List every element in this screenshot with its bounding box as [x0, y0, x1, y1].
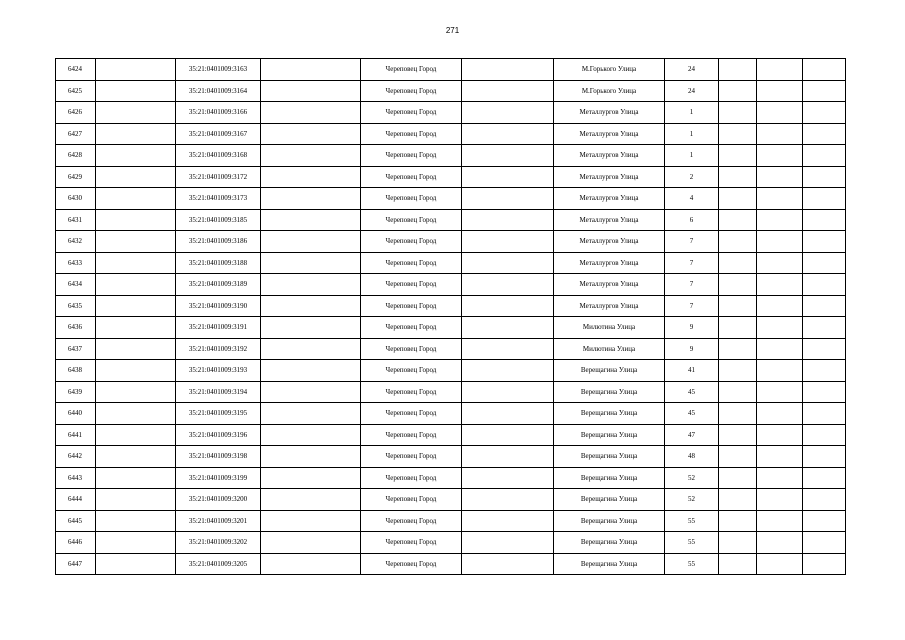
settlement: Череповец Город [361, 424, 462, 446]
blank-cell [757, 231, 803, 253]
blank-cell [803, 424, 846, 446]
blank-cell [462, 424, 554, 446]
row-number: 6430 [56, 188, 96, 210]
street: Металлургов Улица [554, 209, 665, 231]
row-number: 6445 [56, 510, 96, 532]
settlement: Череповец Город [361, 209, 462, 231]
cadastral-number: 35:21:0401009:3192 [176, 338, 261, 360]
blank-cell [803, 231, 846, 253]
street: Металлургов Улица [554, 145, 665, 167]
settlement: Череповец Город [361, 80, 462, 102]
blank-cell [96, 188, 176, 210]
blank-cell [462, 489, 554, 511]
row-number: 6444 [56, 489, 96, 511]
row-number: 6435 [56, 295, 96, 317]
house-number: 1 [665, 102, 719, 124]
street: Верещагина Улица [554, 381, 665, 403]
house-number: 7 [665, 274, 719, 296]
table-row [56, 532, 846, 554]
table-row [56, 209, 846, 231]
street: Металлургов Улица [554, 123, 665, 145]
blank-cell [462, 553, 554, 575]
street: Металлургов Улица [554, 252, 665, 274]
blank-cell [757, 252, 803, 274]
house-number: 45 [665, 403, 719, 425]
street: Верещагина Улица [554, 553, 665, 575]
table-row [56, 467, 846, 489]
blank-cell [719, 80, 757, 102]
table-row [56, 317, 846, 339]
blank-cell [803, 102, 846, 124]
blank-cell [96, 209, 176, 231]
blank-cell [757, 188, 803, 210]
blank-cell [462, 80, 554, 102]
street: М.Горького Улица [554, 80, 665, 102]
house-number: 1 [665, 145, 719, 167]
row-number: 6436 [56, 317, 96, 339]
cadastral-number: 35:21:0401009:3166 [176, 102, 261, 124]
blank-cell [757, 360, 803, 382]
street: Верещагина Улица [554, 403, 665, 425]
blank-cell [803, 553, 846, 575]
table-row [56, 145, 846, 167]
blank-cell [719, 209, 757, 231]
street: Верещагина Улица [554, 424, 665, 446]
settlement: Череповец Город [361, 231, 462, 253]
blank-cell [96, 424, 176, 446]
street: Металлургов Улица [554, 274, 665, 296]
register-table-body [56, 59, 846, 575]
blank-cell [757, 295, 803, 317]
settlement: Череповец Город [361, 532, 462, 554]
house-number: 47 [665, 424, 719, 446]
blank-cell [719, 360, 757, 382]
settlement: Череповец Город [361, 188, 462, 210]
blank-cell [96, 166, 176, 188]
blank-cell [719, 381, 757, 403]
settlement: Череповец Город [361, 489, 462, 511]
row-number: 6428 [56, 145, 96, 167]
blank-cell [757, 102, 803, 124]
blank-cell [719, 231, 757, 253]
blank-cell [462, 123, 554, 145]
blank-cell [803, 80, 846, 102]
blank-cell [803, 360, 846, 382]
blank-cell [803, 381, 846, 403]
blank-cell [803, 59, 846, 81]
table-row [56, 188, 846, 210]
house-number: 24 [665, 80, 719, 102]
blank-cell [803, 295, 846, 317]
settlement: Череповец Город [361, 510, 462, 532]
settlement: Череповец Город [361, 295, 462, 317]
blank-cell [803, 338, 846, 360]
blank-cell [719, 424, 757, 446]
blank-cell [261, 59, 361, 81]
house-number: 7 [665, 252, 719, 274]
table-row [56, 403, 846, 425]
house-number: 9 [665, 317, 719, 339]
blank-cell [719, 274, 757, 296]
blank-cell [462, 403, 554, 425]
table-row [56, 252, 846, 274]
cadastral-number: 35:21:0401009:3199 [176, 467, 261, 489]
street: М.Горького Улица [554, 59, 665, 81]
blank-cell [96, 381, 176, 403]
blank-cell [261, 166, 361, 188]
blank-cell [757, 467, 803, 489]
street: Верещагина Улица [554, 446, 665, 468]
cadastral-number: 35:21:0401009:3190 [176, 295, 261, 317]
house-number: 55 [665, 510, 719, 532]
table-row [56, 274, 846, 296]
blank-cell [96, 231, 176, 253]
blank-cell [757, 532, 803, 554]
street: Металлургов Улица [554, 295, 665, 317]
blank-cell [96, 80, 176, 102]
blank-cell [757, 489, 803, 511]
cadastral-number: 35:21:0401009:3173 [176, 188, 261, 210]
blank-cell [803, 317, 846, 339]
settlement: Череповец Город [361, 553, 462, 575]
table-row [56, 80, 846, 102]
blank-cell [719, 59, 757, 81]
table-row [56, 166, 846, 188]
blank-cell [96, 338, 176, 360]
blank-cell [96, 145, 176, 167]
blank-cell [757, 338, 803, 360]
row-number: 6439 [56, 381, 96, 403]
table-row [56, 553, 846, 575]
row-number: 6434 [56, 274, 96, 296]
blank-cell [719, 532, 757, 554]
cadastral-number: 35:21:0401009:3167 [176, 123, 261, 145]
blank-cell [462, 510, 554, 532]
blank-cell [96, 553, 176, 575]
blank-cell [757, 59, 803, 81]
street: Верещагина Улица [554, 510, 665, 532]
blank-cell [96, 123, 176, 145]
blank-cell [757, 209, 803, 231]
house-number: 48 [665, 446, 719, 468]
house-number: 9 [665, 338, 719, 360]
blank-cell [261, 274, 361, 296]
street: Металлургов Улица [554, 166, 665, 188]
blank-cell [719, 467, 757, 489]
blank-cell [803, 489, 846, 511]
blank-cell [261, 209, 361, 231]
blank-cell [261, 295, 361, 317]
blank-cell [462, 295, 554, 317]
blank-cell [803, 274, 846, 296]
blank-cell [462, 209, 554, 231]
house-number: 6 [665, 209, 719, 231]
blank-cell [719, 295, 757, 317]
blank-cell [803, 252, 846, 274]
blank-cell [462, 360, 554, 382]
blank-cell [462, 338, 554, 360]
blank-cell [462, 317, 554, 339]
blank-cell [757, 424, 803, 446]
street: Милютина Улица [554, 317, 665, 339]
cadastral-number: 35:21:0401009:3205 [176, 553, 261, 575]
blank-cell [261, 446, 361, 468]
settlement: Череповец Город [361, 467, 462, 489]
blank-cell [803, 188, 846, 210]
settlement: Череповец Город [361, 317, 462, 339]
table-row [56, 446, 846, 468]
settlement: Череповец Город [361, 145, 462, 167]
blank-cell [757, 553, 803, 575]
table-row [56, 59, 846, 81]
blank-cell [462, 188, 554, 210]
blank-cell [96, 317, 176, 339]
blank-cell [719, 489, 757, 511]
cadastral-number: 35:21:0401009:3191 [176, 317, 261, 339]
house-number: 41 [665, 360, 719, 382]
row-number: 6425 [56, 80, 96, 102]
blank-cell [803, 467, 846, 489]
settlement: Череповец Город [361, 446, 462, 468]
blank-cell [96, 102, 176, 124]
blank-cell [261, 424, 361, 446]
house-number: 52 [665, 489, 719, 511]
blank-cell [96, 295, 176, 317]
cadastral-number: 35:21:0401009:3196 [176, 424, 261, 446]
cadastral-number: 35:21:0401009:3172 [176, 166, 261, 188]
house-number: 7 [665, 295, 719, 317]
blank-cell [719, 145, 757, 167]
blank-cell [96, 446, 176, 468]
blank-cell [803, 145, 846, 167]
row-number: 6432 [56, 231, 96, 253]
cadastral-number: 35:21:0401009:3185 [176, 209, 261, 231]
blank-cell [757, 403, 803, 425]
blank-cell [261, 360, 361, 382]
house-number: 45 [665, 381, 719, 403]
table-row [56, 102, 846, 124]
street: Металлургов Улица [554, 188, 665, 210]
house-number: 52 [665, 467, 719, 489]
blank-cell [261, 123, 361, 145]
blank-cell [757, 80, 803, 102]
blank-cell [261, 532, 361, 554]
table-row [56, 338, 846, 360]
blank-cell [462, 102, 554, 124]
table-row [56, 123, 846, 145]
blank-cell [96, 532, 176, 554]
blank-cell [757, 446, 803, 468]
table-row [56, 424, 846, 446]
blank-cell [261, 252, 361, 274]
blank-cell [96, 252, 176, 274]
cadastral-number: 35:21:0401009:3194 [176, 381, 261, 403]
row-number: 6442 [56, 446, 96, 468]
blank-cell [803, 510, 846, 532]
blank-cell [719, 446, 757, 468]
row-number: 6438 [56, 360, 96, 382]
blank-cell [719, 166, 757, 188]
blank-cell [261, 403, 361, 425]
table-row [56, 231, 846, 253]
blank-cell [261, 102, 361, 124]
cadastral-number: 35:21:0401009:3202 [176, 532, 261, 554]
row-number: 6426 [56, 102, 96, 124]
blank-cell [719, 338, 757, 360]
cadastral-number: 35:21:0401009:3198 [176, 446, 261, 468]
blank-cell [462, 532, 554, 554]
table-row [56, 381, 846, 403]
settlement: Череповец Город [361, 360, 462, 382]
blank-cell [757, 145, 803, 167]
row-number: 6429 [56, 166, 96, 188]
blank-cell [96, 489, 176, 511]
cadastral-number: 35:21:0401009:3168 [176, 145, 261, 167]
house-number: 4 [665, 188, 719, 210]
blank-cell [462, 145, 554, 167]
house-number: 2 [665, 166, 719, 188]
blank-cell [462, 166, 554, 188]
blank-cell [462, 381, 554, 403]
blank-cell [96, 360, 176, 382]
blank-cell [462, 274, 554, 296]
row-number: 6437 [56, 338, 96, 360]
blank-cell [462, 467, 554, 489]
blank-cell [757, 317, 803, 339]
settlement: Череповец Город [361, 252, 462, 274]
blank-cell [757, 274, 803, 296]
blank-cell [261, 338, 361, 360]
row-number: 6447 [56, 553, 96, 575]
street: Верещагина Улица [554, 360, 665, 382]
blank-cell [757, 510, 803, 532]
blank-cell [261, 188, 361, 210]
cadastral-number: 35:21:0401009:3163 [176, 59, 261, 81]
cadastral-number: 35:21:0401009:3193 [176, 360, 261, 382]
street: Верещагина Улица [554, 467, 665, 489]
house-number: 55 [665, 532, 719, 554]
blank-cell [96, 59, 176, 81]
settlement: Череповец Город [361, 59, 462, 81]
blank-cell [261, 489, 361, 511]
row-number: 6440 [56, 403, 96, 425]
cadastral-number: 35:21:0401009:3201 [176, 510, 261, 532]
row-number: 6433 [56, 252, 96, 274]
street: Верещагина Улица [554, 489, 665, 511]
row-number: 6424 [56, 59, 96, 81]
blank-cell [261, 467, 361, 489]
settlement: Череповец Город [361, 123, 462, 145]
street: Металлургов Улица [554, 231, 665, 253]
blank-cell [96, 510, 176, 532]
cadastral-number: 35:21:0401009:3189 [176, 274, 261, 296]
street: Верещагина Улица [554, 532, 665, 554]
blank-cell [803, 166, 846, 188]
house-number: 7 [665, 231, 719, 253]
settlement: Череповец Город [361, 338, 462, 360]
blank-cell [757, 123, 803, 145]
blank-cell [803, 123, 846, 145]
cadastral-number: 35:21:0401009:3188 [176, 252, 261, 274]
row-number: 6446 [56, 532, 96, 554]
blank-cell [719, 510, 757, 532]
blank-cell [719, 553, 757, 575]
blank-cell [719, 252, 757, 274]
blank-cell [261, 145, 361, 167]
blank-cell [757, 166, 803, 188]
settlement: Череповец Город [361, 381, 462, 403]
register-table [55, 58, 846, 575]
street: Металлургов Улица [554, 102, 665, 124]
table-row [56, 489, 846, 511]
blank-cell [719, 102, 757, 124]
house-number: 55 [665, 553, 719, 575]
row-number: 6431 [56, 209, 96, 231]
blank-cell [261, 231, 361, 253]
house-number: 1 [665, 123, 719, 145]
blank-cell [261, 317, 361, 339]
blank-cell [261, 553, 361, 575]
settlement: Череповец Город [361, 403, 462, 425]
blank-cell [96, 274, 176, 296]
blank-cell [757, 381, 803, 403]
blank-cell [96, 403, 176, 425]
table-row [56, 295, 846, 317]
blank-cell [261, 510, 361, 532]
row-number: 6427 [56, 123, 96, 145]
cadastral-number: 35:21:0401009:3164 [176, 80, 261, 102]
street: Милютина Улица [554, 338, 665, 360]
blank-cell [803, 532, 846, 554]
blank-cell [462, 59, 554, 81]
blank-cell [719, 188, 757, 210]
blank-cell [462, 446, 554, 468]
blank-cell [719, 403, 757, 425]
blank-cell [261, 80, 361, 102]
cadastral-number: 35:21:0401009:3200 [176, 489, 261, 511]
blank-cell [462, 252, 554, 274]
blank-cell [803, 446, 846, 468]
blank-cell [719, 317, 757, 339]
row-number: 6443 [56, 467, 96, 489]
blank-cell [803, 209, 846, 231]
cadastral-number: 35:21:0401009:3195 [176, 403, 261, 425]
blank-cell [719, 123, 757, 145]
house-number: 24 [665, 59, 719, 81]
blank-cell [803, 403, 846, 425]
cadastral-number: 35:21:0401009:3186 [176, 231, 261, 253]
settlement: Череповец Город [361, 102, 462, 124]
table-row [56, 360, 846, 382]
row-number: 6441 [56, 424, 96, 446]
blank-cell [96, 467, 176, 489]
page-number: 271 [445, 26, 460, 35]
blank-cell [261, 381, 361, 403]
settlement: Череповец Город [361, 274, 462, 296]
settlement: Череповец Город [361, 166, 462, 188]
table-row [56, 510, 846, 532]
blank-cell [462, 231, 554, 253]
